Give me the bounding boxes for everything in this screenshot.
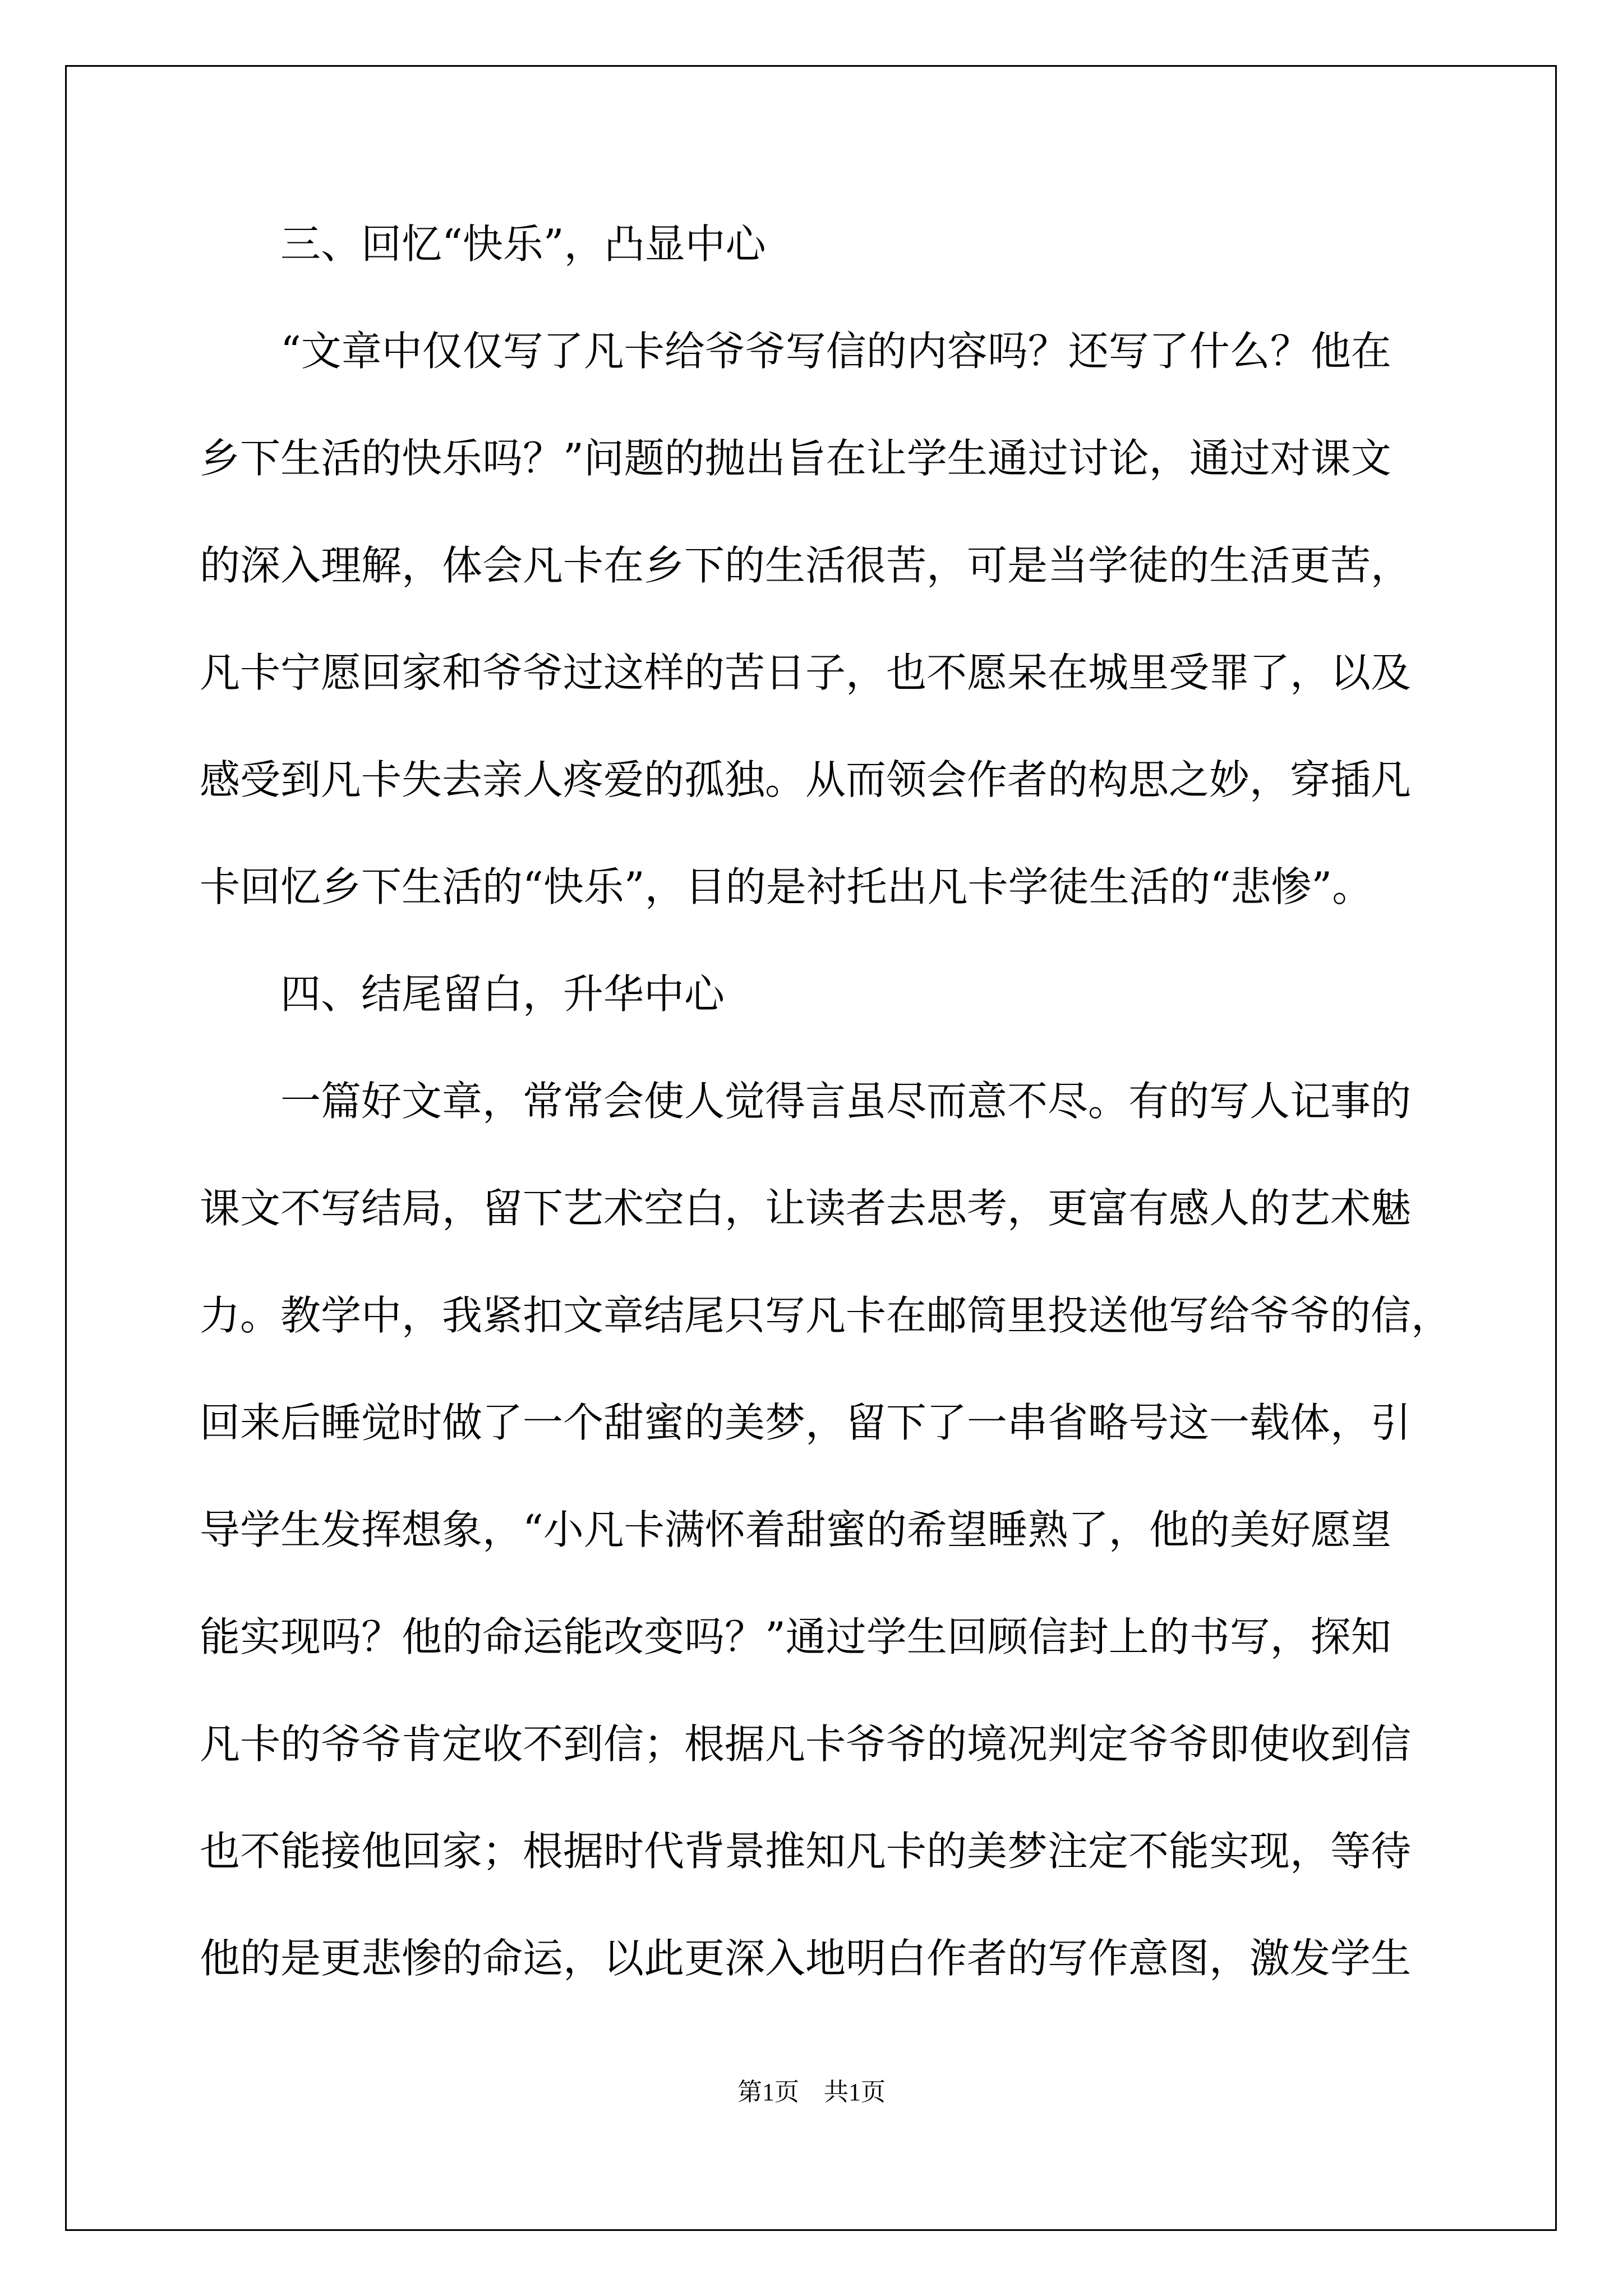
page-footer: 第1页 共1页 [737,2078,886,2106]
paragraph-line: “文章中仅仅写了凡卡给爷爷写信的内容吗？还写了什么？他在 [200,328,1391,375]
section-heading: 三、回忆“快乐”，凸显中心 [200,220,766,268]
paragraph-line: 课文不写结局，留下艺术空白，让读者去思考，更富有感人的艺术魅 [200,1185,1412,1232]
paragraph-line: 乡下生活的快乐吗？”问题的抛出旨在让学生通过讨论，通过对课文 [200,435,1391,482]
paragraph-line: 凡卡宁愿回家和爷爷过这样的苦日子，也不愿呆在城里受罪了，以及 [200,649,1412,696]
paragraph-line: 力。教学中，我紧扣文章结尾只写凡卡在邮筒里投送他写给爷爷的信， [200,1292,1452,1339]
paragraph-line: 的深入理解，体会凡卡在乡下的生活很苦，可是当学徒的生活更苦， [200,542,1412,589]
paragraph-line: 能实现吗？他的命运能改变吗？”通过学生回顾信封上的书写，探知 [200,1613,1391,1660]
paragraph-line: 也不能接他回家；根据时代背景推知凡卡的美梦注定不能实现，等待 [200,1828,1412,1875]
document-body [200,210,1452,2032]
paragraph-line: 他的是更悲惨的命运，以此更深入地明白作者的写作意图，激发学生 [200,1935,1412,1982]
section-heading: 四、结尾留白，升华中心 [200,970,725,1018]
paragraph-line: 导学生发挥想象，“小凡卡满怀着甜蜜的希望睡熟了，他的美好愿望 [200,1506,1391,1553]
paragraph-line: 凡卡的爷爷肯定收不到信；根据凡卡爷爷的境况判定爷爷即使收到信 [200,1720,1412,1768]
paragraph-line: 一篇好文章，常常会使人觉得言虽尽而意不尽。有的写人记事的 [200,1078,1412,1125]
paragraph-line: 卡回忆乡下生活的“快乐”，目的是衬托出凡卡学徒生活的“悲惨”。 [200,863,1373,910]
paragraph-line: 感受到凡卡失去亲人疼爱的孤独。从而领会作者的构思之妙，穿插凡 [200,756,1412,803]
paragraph-line: 回来后睡觉时做了一个甜蜜的美梦，留下了一串省略号这一载体，引 [200,1399,1412,1446]
